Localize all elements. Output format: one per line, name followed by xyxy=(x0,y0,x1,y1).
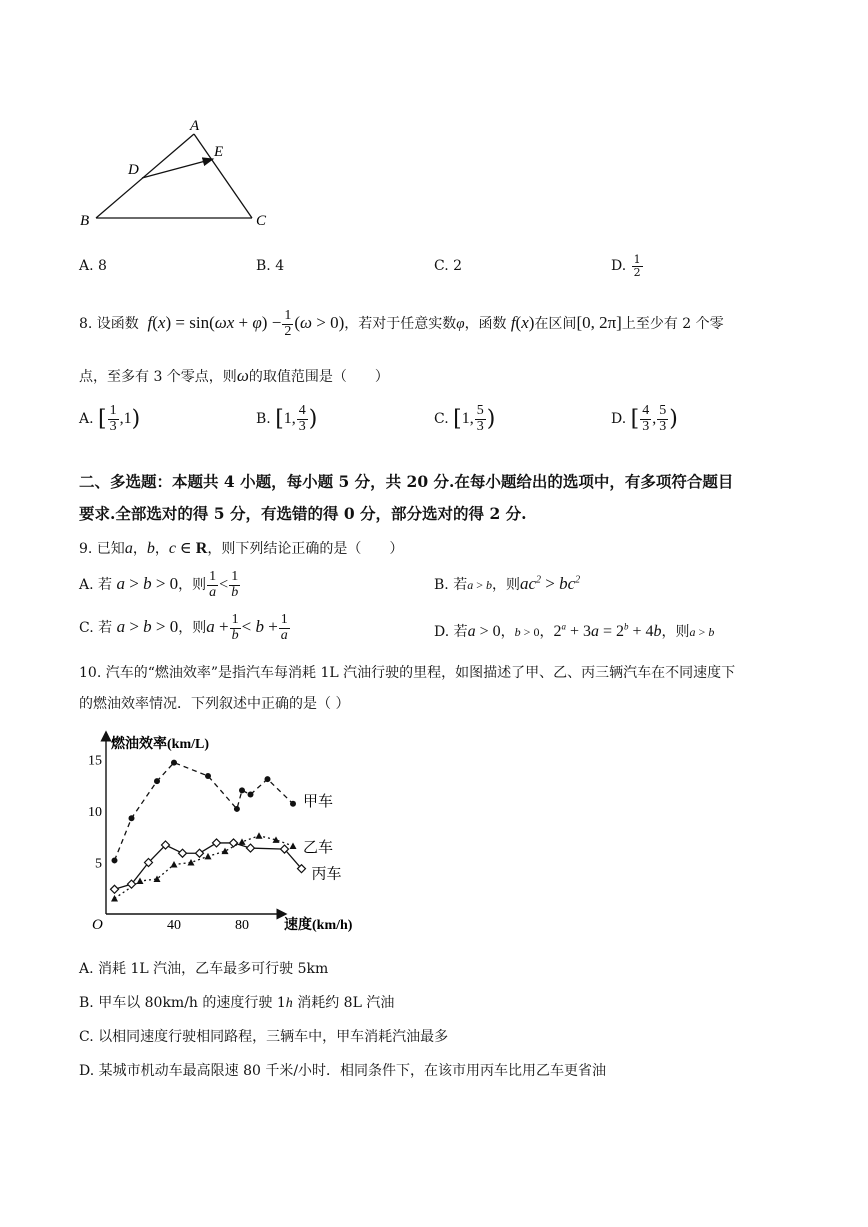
q7-option-b[interactable]: B. 4 xyxy=(256,258,285,274)
y-tick-label-5: 5 xyxy=(95,856,102,872)
series-1-point xyxy=(129,815,135,821)
q9-option-b[interactable]: B. 若a > b，则$ac^2 > bc^2$ xyxy=(434,574,581,593)
q7-option-d-fraction: $\frac{1}{2}$ xyxy=(633,253,641,279)
q10-stem-line1: 10. 汽车的“燃油效率”是指汽车每消耗 1L 汽油行驶的里程，如图描述了甲、乙、丙三辆汽车在不同速度下 xyxy=(79,665,736,681)
series-2-point xyxy=(171,861,178,868)
series-label-1: 甲车 xyxy=(303,793,334,810)
q8-option-d[interactable]: D. [ $\frac{4}{3}$ , $\frac{5}{3}$ ) xyxy=(611,403,678,434)
series-line-2 xyxy=(115,836,294,899)
series-3-point xyxy=(247,844,255,852)
q10-option-a[interactable]: A. 消耗 1L 汽油，乙车最多可行驶 5km xyxy=(79,961,329,977)
series-2-point xyxy=(256,832,263,839)
q10-stem-line2: 的燃油效率情况．下列叙述中正确的是（ ） xyxy=(79,696,350,712)
x-tick-label-40: 40 xyxy=(167,918,181,933)
triangle-figure xyxy=(76,114,276,234)
series-2-point xyxy=(290,843,297,850)
series-1-point xyxy=(171,760,177,766)
series-1-point xyxy=(154,778,160,784)
y-tick-label-15: 15 xyxy=(88,753,102,769)
q10-option-d[interactable]: D. 某城市机动车最高限速 80 千米/小时．相同条件下，在该市用丙车比用乙车更省油 xyxy=(79,1063,607,1079)
series-label-3: 丙车 xyxy=(311,866,342,883)
side-ab xyxy=(96,134,194,218)
series-1-point xyxy=(239,787,245,793)
q7-option-c[interactable]: C. 2 xyxy=(434,258,463,274)
y-axis-label: 燃油效率(km/L) xyxy=(111,737,209,752)
section2-heading-line2: 要求.全部选对的得 5 分，有选错的得 0 分，部分选对的得 2 分. xyxy=(79,504,527,523)
q7-option-d[interactable] xyxy=(611,254,644,278)
label-c: C xyxy=(256,213,267,229)
series-1-point xyxy=(265,776,271,782)
q8-option-c[interactable]: C. [1, $\frac{5}{3}$ ) xyxy=(434,403,496,434)
q8-stem-line2: 点，至多有 3 个零点，则ω的取值范围是（ ） xyxy=(79,366,389,385)
series-1-point xyxy=(205,773,211,779)
q9-option-c[interactable]: C. 若 a > b > 0，则a + $\frac{1}{b}$ < b + $\frac{1}{a}$ xyxy=(79,612,288,643)
series-3-point xyxy=(213,839,221,847)
series-2-point xyxy=(137,878,144,885)
x-tick-label-80: 80 xyxy=(235,918,249,933)
label-b: B xyxy=(80,213,90,229)
q9-stem: 9. 已知a，b，c ∈ R，则下列结论正确的是（ ） xyxy=(79,540,404,557)
q9-option-a[interactable]: A. 若 a > b > 0，则 $\frac{1}{a}$ < $\frac{1}{b}$ xyxy=(79,569,239,600)
q8-option-a[interactable]: A. [ $\frac{1}{3}$ ,1) xyxy=(79,403,141,434)
series-label-2: 乙车 xyxy=(303,840,334,857)
series-3-point xyxy=(179,849,187,857)
series-1-point xyxy=(290,801,296,807)
q10-option-b[interactable]: B. 甲车以 80km/h 的速度行驶 1h 消耗约 8L 汽油 xyxy=(79,995,395,1011)
label-d: D xyxy=(128,162,139,178)
series-1-point xyxy=(234,806,240,812)
section2-heading-line1: 二、多选题：本题共 4 小题，每小题 5 分，共 20 分.在每小题给出的选项中，有多项符合题目 xyxy=(79,472,734,491)
q10-option-c[interactable]: C. 以相同速度行驶相同路程，三辆车中，甲车消耗汽油最多 xyxy=(79,1029,449,1045)
q8-stem-line1: 8. 设函数 f(x) = sin(ωx + φ) − $\frac{1}{2}$ (ω > 0)，若对于任意实数φ，函数 f(x)在区间[0, 2π]上至少有 2 个零 xyxy=(79,308,724,339)
series-3-point xyxy=(196,849,204,857)
x-axis-label: 速度(km/h) xyxy=(284,918,353,933)
fuel-efficiency-chart xyxy=(82,728,382,938)
y-tick-label-10: 10 xyxy=(88,805,102,820)
origin-label: O xyxy=(92,917,103,933)
series-2-point xyxy=(205,853,212,860)
label-a: A xyxy=(190,118,200,134)
q8-option-b[interactable]: B. [1, $\frac{4}{3}$ ) xyxy=(256,403,318,434)
series-1-point xyxy=(248,792,254,798)
series-2-point xyxy=(111,895,118,902)
q9-option-d[interactable]: D. 若a > 0，b > 0，$2^a + 3a = 2^b + 4b$，则a > b xyxy=(434,621,715,640)
vector-de xyxy=(142,159,213,178)
series-3-point xyxy=(111,885,119,893)
series-1-point xyxy=(112,857,118,863)
q7-option-a[interactable]: A. 8 xyxy=(79,258,107,274)
label-e: E xyxy=(214,144,224,160)
q7-option-d-prefix: D. xyxy=(611,258,627,275)
series-2-point xyxy=(222,848,229,855)
